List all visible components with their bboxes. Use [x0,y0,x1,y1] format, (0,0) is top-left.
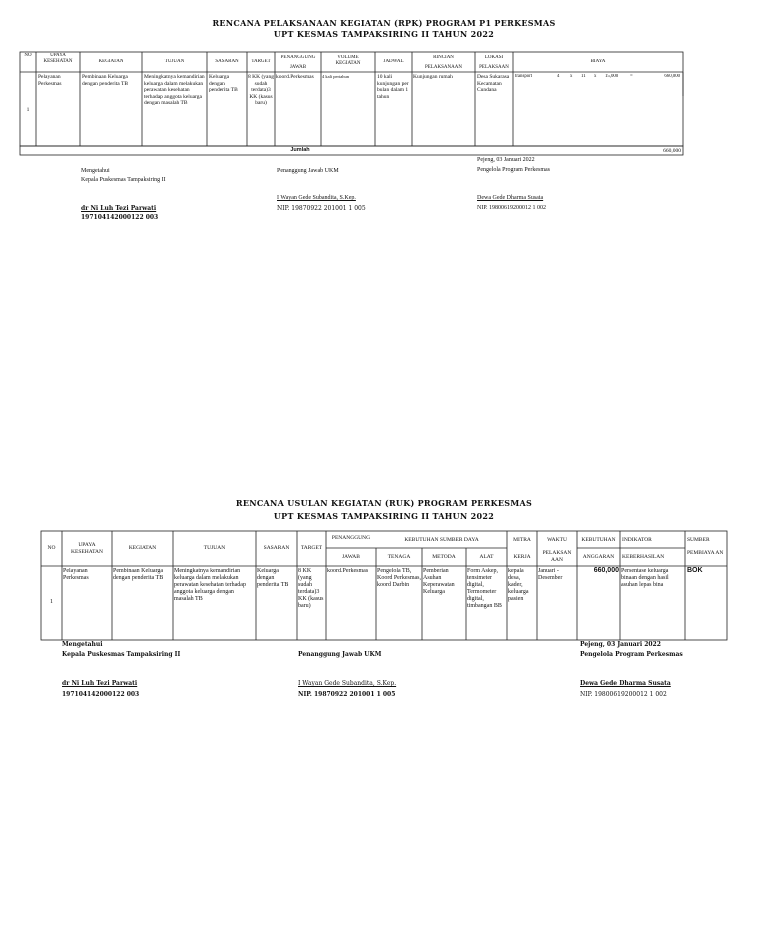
rpk-row-lokasi: Desa Sukarasa Kecamatan Cundana [477,74,510,93]
ruk-header-mitra-2: KERJA [513,554,531,560]
ruk-row-sasaran: Keluarga dengan penderita TB [257,568,289,588]
rpk-sign-pj-nip: NIP. 19870922 201001 1 005 [277,205,366,212]
ruk-header-indikator: INDIKATOR [622,537,652,543]
ruk-header-kebutuhan: KEBUTUHAN [581,537,616,543]
ruk-sign-kepala-name: dr Ni Luh Tezi Parwati [62,680,138,687]
ruk-header-pembiayaan: PEMBIAYA AN [687,550,724,556]
rpk-row-upaya: Pelayanan Perkesmas [38,74,62,87]
ruk-header-upaya-2: KESEHATAN [71,548,103,555]
rpk-biaya-qty2: 11 [581,74,586,79]
rpk-row-biaya [515,74,682,81]
rpk-row-no: 1 [26,107,30,113]
ruk-row-indikator: Persentase keluarga binaan dengan hasil asuhan lepas bina [621,568,669,588]
rpk-header-biaya: BIAYA [590,59,606,64]
rpk-header-jadwal: JADWAL [383,59,404,64]
ruk-header-tujuan: TUJUAN [203,545,226,551]
ruk-row-sumber: BOK [687,567,703,574]
ruk-row-target: 8 KK (yang sudah terdata)3 KK (kasus baru) [298,568,324,609]
rpk-biaya-x: x [570,74,573,79]
ruk-sign-pj-name: I Wayan Gede Subandita, S.Kep. [298,680,397,687]
rpk-sign-pj-name: I Wayan Gede Subandita, S.Kep. [277,195,356,201]
rpk-jumlah-label: Jumlah [290,147,310,153]
rpk-header-sasaran: SASARAN [215,59,239,64]
rpk-header-pj-2: JAWAB [289,65,307,70]
rpk-header-lokasi [475,55,513,71]
ruk-row-pj: koord.Perkesmas [327,568,369,574]
rpk-biaya-qty1: 4 [557,74,560,79]
rpk-row-rincian: Kunjungan rumah [413,74,453,80]
ruk-row-mitra: kepala desa, kader, keluarga pasien [508,568,529,602]
ruk-title-line1: RENCANA USULAN KEGIATAN (RUK) PROGRAM PERKESMAS [235,498,533,508]
ruk-row-metoda: Pemberian Asuhan Keperawatan Keluarga [423,568,455,595]
ruk-header-pj-2: JAWAB [342,554,360,560]
rpk-header-upaya-1: UPAYA [50,53,66,58]
rpk-biaya-total: 660,000 [664,74,680,79]
ruk-header-mitra-1: MITRA [513,537,531,543]
ruk-header-kegiatan: KEGIATAN [128,545,157,551]
ruk-header-keberhasilan: KEBERHASILAN [622,554,665,560]
ruk-header-metoda: METODA [432,554,456,560]
rpk-header-rincian-2: PELAKSANAAN [425,65,462,70]
rpk-header-upaya-2: KESEHATAN [43,59,73,64]
ruk-row-kegiatan: Pembinaan Keluarga dengan penderita TB [113,568,164,581]
ruk-header-waktu: WAKTU [547,537,567,543]
rpk-row-kegiatan: Pembinaan Keluarga dengan penderita TB [82,74,129,87]
ruk-row-upaya: Pelayanan Perkesmas [63,568,89,581]
ruk-header-pelaksanaan: PELAKSAN AAN [542,550,572,563]
rpk-sign-kepala: Kepala Puskesmas Tampaksiring II [81,177,166,183]
rpk-sign-pj-title: Penanggung Jawab UKM [277,168,339,174]
ruk-title-line2: UPT KESMAS TAMPAKSIRING II TAHUN 2022 [273,511,495,521]
rpk-row-pj: koord.Perkesmas [276,74,314,80]
ruk-sign-pj-title: Penanggung Jawab UKM [298,651,382,658]
rpk-sign-pengelola-nip: NIP. 19800619200012 1 002 [477,205,547,211]
rpk-header-pj-1: PENANGGUNG [280,55,316,60]
rpk-header-lokasi-2: PELAKSAAN [479,65,509,70]
rpk-biaya-rate: 15,000 [605,74,619,79]
ruk-header-alat: ALAT [479,554,494,560]
rpk-header-pj [275,55,321,71]
rpk-row-jadwal: 10 kali kunjungan per bulan dalam 1 tahun [377,74,409,100]
rpk-header-rincian [412,55,475,71]
rpk-biaya-eq: = [630,74,633,79]
rpk-sign-pengelola-name: Dewa Gede Dharma Susata [477,195,544,201]
rpk-sign-mengetahui: Mengetahui [81,168,110,174]
rpk-header-no: NO [24,53,32,58]
rpk-sign-pengelola: Pengelola Program Perkesmas [477,167,550,173]
rpk-header-upaya [36,53,80,65]
rpk-header-lokasi-1: LOKASI [484,55,504,60]
rpk-header-kegiatan: KEGIATAN [98,59,124,64]
ruk-header-sumber: SUMBER [687,537,710,543]
rpk-header-target: TARGET [251,59,271,64]
rpk-sign-kepala-name: dr Ni Luh Tezi Parwati [81,205,157,212]
rpk-row-tujuan: Meningkatnya kemandirian keluarga dalam melakukan perawatan kesehatan terhadap anggota keluarga dengan masalah TB [144,74,205,106]
rpk-row-sasaran: Keluarga dengan penderita TB [209,74,238,93]
rpk-header-volume [321,55,375,67]
rpk-row-target: 8 KK (yang sudah terdata)3 KK (kasus baru) [248,74,274,106]
rpk-header-volume-2: KEGIATAN [335,61,361,66]
rpk-biaya-label: transport [515,74,533,79]
ruk-header-anggaran: ANGGARAN [582,554,615,560]
ruk-row-tujuan: Meningkatnya kemandirian keluarga dalam melakukan perawatan kesehatan terhadap anggota keluarga dengan masalah TB [174,568,246,602]
ruk-header-upaya-1: UPAYA [78,542,96,548]
ruk-sign-mengetahui: Mengetahui [62,641,103,648]
rpk-sign-kepala-nip: 197104142000122 003 [81,214,159,221]
ruk-header-sasaran: SASARAN [263,545,290,551]
ruk-sign-kepala: Kepala Puskesmas Tampaksiring II [62,651,181,658]
ruk-row-tenaga: Pengelola TB, Koord Perkesmas, koord Darbin [377,568,421,588]
ruk-header-kebutuhan-sd: KEBUTUHAN SUMBER DAYA [404,537,479,543]
ruk-header-upaya [62,542,112,555]
ruk-row-no: 1 [50,599,53,605]
ruk-header-no: NO [47,545,56,551]
ruk-sign-pj-nip: NIP. 19870922 201001 1 005 [298,691,396,698]
ruk-row-waktu: Januari - Desember [538,568,563,581]
ruk-sign-pengelola-name: Dewa Gede Dharma Susata [580,680,671,687]
rpk-biaya-x2: x [594,74,597,79]
rpk-row-volume: 4 kali pertahun [322,74,349,79]
rpk-jumlah-total: 660,000 [663,148,681,154]
rpk-header-rincian-1: RINCIAN [433,55,454,60]
ruk-row-anggaran: 660,000 [593,567,619,574]
ruk-sign-kepala-nip: 197104142000122 003 [62,691,140,698]
ruk-header-pj-1: PENANGGUNG [331,535,371,541]
ruk-header-tenaga: TENAGA [387,554,411,560]
ruk-sign-pengelola-nip: NIP. 19800619200012 1 002 [580,691,667,698]
rpk-title-line1: RENCANA PELAKSANAAN KEGIATAN (RPK) PROGRAM P1 PERKESMAS [212,18,556,28]
ruk-sign-date: Pejeng, 03 Januari 2022 [580,641,661,648]
ruk-row-alat: Form Askep, tensimeter digital, Termometer digital, timbangan BB [467,568,502,609]
rpk-header-volume-1: VOLUME [337,55,359,60]
ruk-header-target: TARGET [300,545,323,551]
rpk-sign-date: Pejeng, 03 Januari 2022 [477,157,535,163]
rpk-title-line2: UPT KESMAS TAMPAKSIRING II TAHUN 2022 [273,29,495,39]
rpk-header-tujuan: TUJUAN [164,59,185,64]
ruk-sign-pengelola: Pengelola Program Perkesmas [580,651,683,658]
